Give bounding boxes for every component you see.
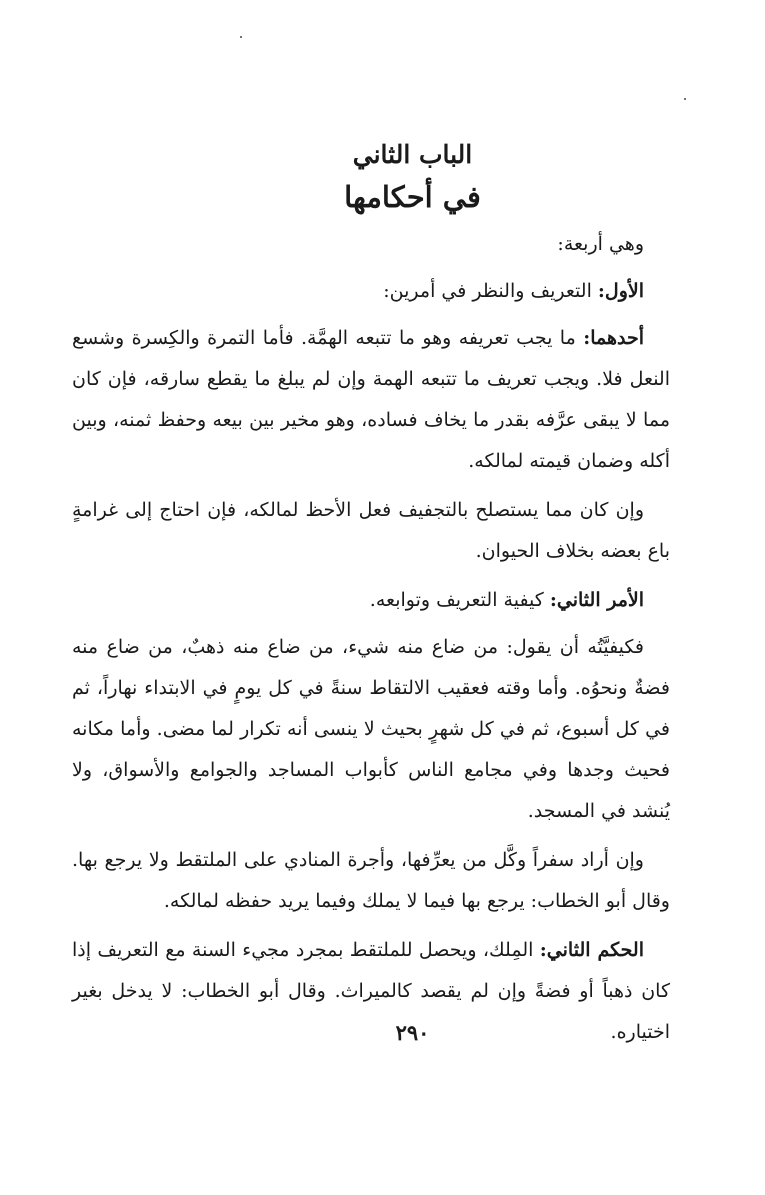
- paragraph-text: كيفية التعريف وتوابعه.: [369, 589, 550, 611]
- paragraph-lead: الأول:: [597, 280, 644, 302]
- paragraph-first: [72, 271, 670, 312]
- chapter-subtitle: في أحكامها: [344, 180, 481, 214]
- paragraph-intro: وهي أربعة:: [557, 233, 644, 255]
- chapter-title: الباب الثاني: [352, 140, 473, 169]
- paragraph-method: فكيفيَّتُه أن يقول: من ضاع منه شيء، من ضاع منه ذهبٌ، من ضاع منه فضةٌ ونحوُه. وأما وقته فعقيب الالتقاط سنةً في كل يومٍ في الابتداء نهاراً، ثم في كل أسبوع، ثم في كل شهرٍ بحيث لا ينسى أنه تكرار لما مضى. وأما مكانه فحيث وجدها وفي مجامع الناس كأبواب المساجد والجوامع والأسواق، ولا يُنشد في المسجد.: [72, 636, 670, 822]
- paragraph-drying: وإن كان مما يستصلح بالتجفيف فعل الأحظ لمالكه، فإن احتاج إلى غرامةٍ باع بعضه بخلاف الحيوان.: [72, 499, 670, 562]
- paragraph-lead: الحكم الثاني:: [539, 939, 644, 961]
- page-number: ٢٩٠: [395, 1020, 430, 1045]
- paragraph-travel: وإن أراد سفراً وكَّل من يعرِّفها، وأجرة المنادي على الملتقط ولا يرجع بها. وقال أبو الخطاب: يرجع بها فيما لا يملك وفيما يريد حفظه لمالكه.: [72, 849, 670, 912]
- scan-speck: [684, 98, 686, 100]
- paragraph-text: المِلك، ويحصل للملتقط بمجرد مجيء السنة مع التعريف إذا كان ذهباً أو فضةً وإن لم يقصد كالميراث. وقال أبو الخطاب: لا يدخل بغير اختياره.: [72, 939, 670, 1043]
- paragraph-text: ما يجب تعريفه وهو ما تتبعه الهمَّة. فأما التمرة والكِسرة وشسع النعل فلا. ويجب تعريف ما تتبعه الهمة وإن لم يبلغ ما يقطع سارقه، فإن كان مما لا يبقى عرَّفه بقدر ما يخاف فساده، وهو مخير بين بيعه وحفظ ثمنه، وبين أكله وضمان قيمته لمالكه.: [72, 327, 670, 472]
- paragraph-second-matter: [72, 580, 670, 621]
- paragraph-lead: أحدهما:: [583, 327, 644, 349]
- paragraph-lead: الأمر الثاني:: [549, 589, 644, 611]
- paragraph-text: التعريف والنظر في أمرين:: [383, 280, 598, 302]
- paragraph-one-of-two: [72, 318, 670, 482]
- body-text: [72, 224, 670, 1061]
- scan-speck: [240, 36, 242, 38]
